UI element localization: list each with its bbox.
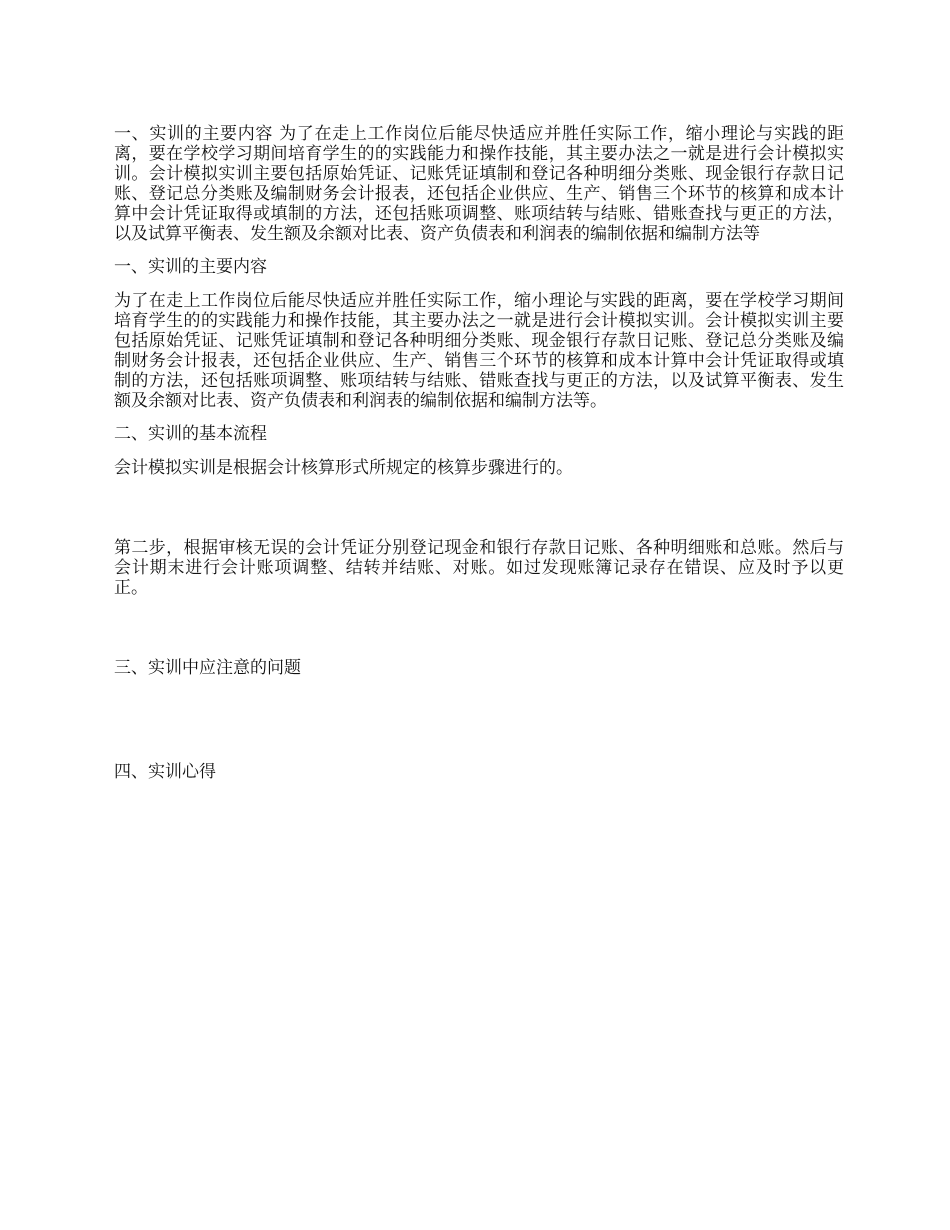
section-heading-reflections: 四、实训心得 [114,762,216,782]
document-body [114,124,844,782]
spacer [114,277,844,291]
spacer [114,411,844,424]
spacer [114,244,844,257]
intro-paragraph: 一、实训的主要内容 为了在走上工作岗位后能尽快适应并胜任实际工作，缩小理论与实践的距离，要在学校学习期间培育学生的的实践能力和操作技能，其主要办法之一就是进行会计模拟实训。会计模拟实训主要包括原始凭证、记账凭证填制和登记各种明细分类账、现金银行存款日记账、登记总分类账及编制财务会计报表，还包括企业供应、生产、销售三个环节的核算和成本计算中会计凭证取得或填制的方法，还包括账项调整、账项结转与结账、错账查找与更正的方法，以及试算平衡表、发生额及余额对比表、资产负债表和利润表的编制依据和编制方法等 [114,124,844,244]
section-heading-notes: 三、实训中应注意的问题 [114,658,301,678]
main-content-paragraph: 为了在走上工作岗位后能尽快适应并胜任实际工作，缩小理论与实践的距离，要在学校学习期间培育学生的的实践能力和操作技能，其主要办法之一就是进行会计模拟实训。会计模拟实训主要包括原始凭证、记账凭证填制和登记各种明细分类账、现金银行存款日记账、登记总分类账及编制财务会计报表，还包括企业供应、生产、销售三个环节的核算和成本计算中会计凭证取得或填制的方法，还包括账项调整、账项结转与结账、错账查找与更正的方法，以及试算平衡表、发生额及余额对比表、资产负债表和利润表的编制依据和编制方法等。 [114,291,844,411]
spacer [114,598,844,658]
spacer [114,678,844,762]
section-heading-main-content: 一、实训的主要内容 [114,257,267,277]
spacer [114,444,844,458]
spacer [114,478,844,538]
step-two-paragraph: 第二步，根据审核无误的会计凭证分别登记现金和银行存款日记账、各种明细账和总账。然后与会计期末进行会计账项调整、结转并结账、对账。如过发现账簿记录存在错误、应及时予以更正。 [114,538,844,598]
section-heading-basic-process: 二、实训的基本流程 [114,424,267,444]
basic-process-paragraph: 会计模拟实训是根据会计核算形式所规定的核算步骤进行的。 [114,458,573,478]
